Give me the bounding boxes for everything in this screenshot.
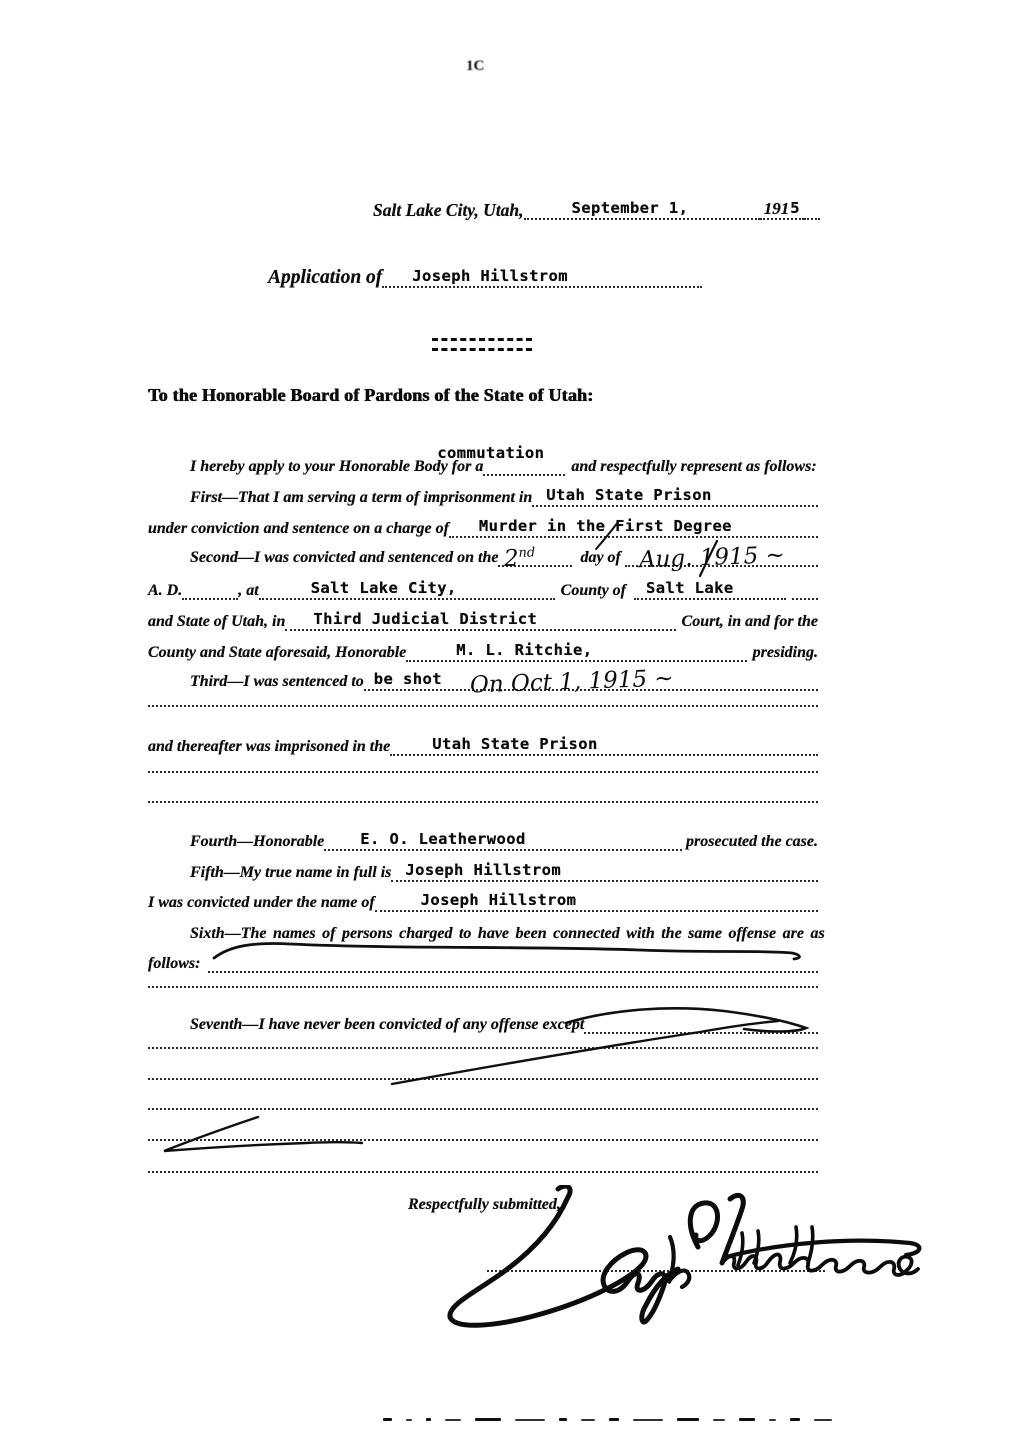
intro-blank [437, 443, 565, 476]
intro-row [190, 443, 817, 476]
seventh-blank [584, 1027, 818, 1034]
intro-pre: I hereby apply to your Honorable Body for a [190, 458, 484, 475]
second-day-handwritten: 2nd [503, 545, 536, 572]
third-row [190, 665, 818, 699]
fourth-row [190, 827, 818, 851]
charge-row [148, 514, 818, 538]
charge-blank [449, 516, 818, 539]
third-typed: be shot [373, 669, 442, 688]
imprisoned-label: and thereafter was imprisoned in the [148, 738, 391, 755]
ad-row [148, 576, 818, 600]
dotted-rule [148, 1076, 818, 1080]
trailing-dots [804, 213, 820, 220]
at-label: , at [238, 582, 259, 599]
signature-scribble [430, 1185, 930, 1350]
seventh-row [190, 1010, 818, 1034]
application-name-typed: Joseph Hillstrom [412, 266, 569, 285]
court-typed: Third Judicial District [313, 609, 538, 628]
fourth-blank [324, 829, 682, 852]
second-row [190, 542, 818, 574]
sixth-blank [208, 966, 818, 973]
imprisoned-row [148, 732, 818, 756]
seventh-label: Seventh—I have never been convicted of any offense except [190, 1016, 585, 1033]
dateline-year-typed: 5 [790, 198, 800, 217]
application-row [268, 264, 702, 288]
first-row [190, 483, 818, 507]
dotted-rule [148, 769, 818, 773]
county-typed: Salt Lake [646, 578, 734, 597]
convicted-name-blank [375, 890, 818, 913]
fifth-blank [391, 860, 818, 883]
dateline-date-blank [524, 198, 760, 221]
dotted-rule [148, 1169, 818, 1173]
fifth-typed: Joseph Hillstrom [405, 860, 562, 879]
imprisoned-typed: Utah State Prison [432, 734, 598, 753]
first-blank [532, 485, 818, 508]
sixth-follows-label: follows: [148, 955, 201, 972]
closing-label: Respectfully submitted, [408, 1196, 561, 1213]
dateline-year-printed: 191 [763, 199, 790, 218]
dotted-rule [148, 1137, 818, 1141]
convicted-name-label: I was convicted under the name of [148, 894, 375, 911]
court-post: Court, in and for the [681, 613, 818, 630]
dotted-rule [148, 799, 818, 803]
dateline-year-blank [760, 200, 804, 220]
commutation-typed: commutation [437, 443, 545, 462]
convicted-name-typed: Joseph Hillstrom [420, 890, 577, 909]
first-label: First—That I am serving a term of imprisonment in [190, 489, 533, 506]
court-blank [285, 609, 675, 632]
dateline-date-typed: September 1, [571, 198, 689, 217]
dotted-rule [148, 1106, 818, 1110]
second-label: Second—I was convicted and sentenced on the [190, 549, 499, 566]
sixth-row-1 [190, 919, 825, 943]
ad-dots [182, 593, 238, 600]
second-date-handwritten: Aug. 1915 ~ [638, 542, 786, 574]
charge-label: under conviction and sentence on a charge of [148, 520, 449, 537]
dotted-rule [148, 703, 818, 707]
charge-value-typed: Murder in the First Degree [478, 516, 732, 535]
judge-row [148, 638, 818, 662]
scan-artifact-dashes [383, 1418, 832, 1421]
fourth-post: prosecuted the case. [686, 833, 818, 850]
first-value-typed: Utah State Prison [546, 485, 712, 504]
dateline-city-label: Salt Lake City, Utah, [373, 199, 524, 220]
application-blank [382, 266, 702, 289]
judge-post: presiding. [752, 644, 818, 661]
judge-blank [406, 640, 746, 663]
dateline-row [373, 196, 820, 220]
court-row [148, 607, 818, 631]
salutation-heading: To the Honorable Board of Pardons of the State of Utah: [148, 385, 594, 405]
imprisoned-blank [390, 734, 818, 757]
second-mid-label: day of [580, 549, 621, 566]
intro-post: and respectfully represent as follows: [571, 458, 817, 475]
court-pre: and State of Utah, in [148, 613, 286, 630]
city-typed: Salt Lake City, [310, 578, 457, 597]
county-blank [634, 578, 786, 601]
dashed-divider [432, 338, 532, 351]
convicted-name-row [148, 888, 818, 912]
sixth-line1: Sixth—The names of persons charged to have been connected with the same offense are as [190, 925, 825, 942]
judge-pre: County and State aforesaid, Honorable [148, 644, 407, 661]
county-label: County of [560, 582, 626, 599]
county-trailing-dots [792, 593, 818, 600]
judge-typed: M. L. Ritchie, [456, 640, 593, 659]
city-blank [259, 578, 555, 601]
second-date-blank [625, 542, 818, 574]
dotted-rule [148, 984, 818, 988]
page-number-mark: 1C [466, 58, 485, 74]
third-label: Third—I was sentenced to [190, 673, 364, 690]
ad-label: A. D. [148, 582, 183, 599]
application-label: Application of [268, 266, 383, 288]
dotted-rule [148, 1045, 818, 1049]
third-handwritten: On Oct 1, 1915 ~ [469, 665, 674, 699]
fourth-label: Fourth—Honorable [190, 833, 325, 850]
strike-check [164, 1117, 362, 1151]
fourth-typed: E. O. Leatherwood [360, 829, 526, 848]
fifth-row [190, 858, 818, 882]
third-blank [364, 665, 818, 699]
fifth-label: Fifth—My true name in full is [190, 864, 392, 881]
sixth-row-2 [148, 949, 818, 973]
second-day-blank [498, 544, 572, 572]
